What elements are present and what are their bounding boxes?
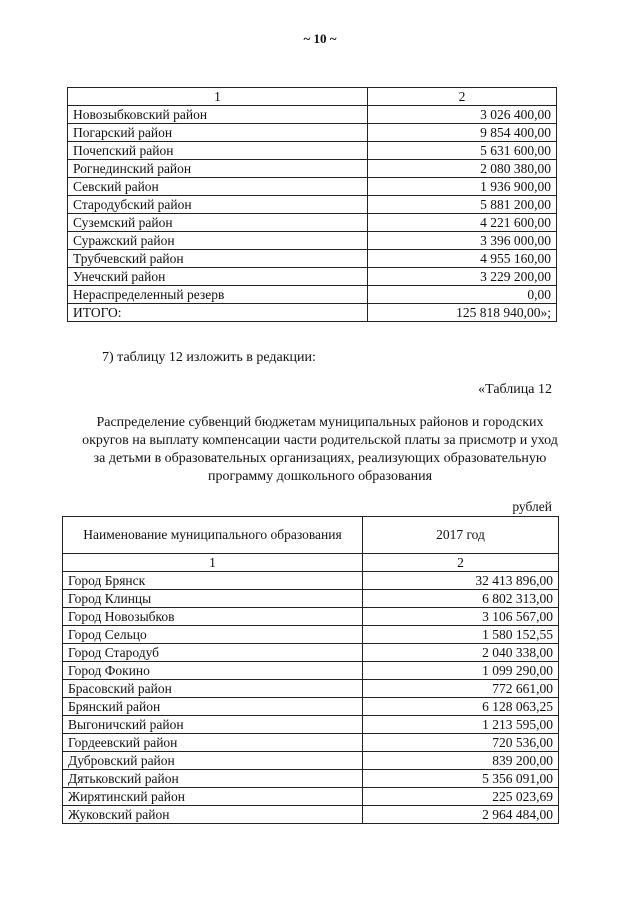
- municipality-name: Почепский район: [68, 142, 368, 160]
- header-year: 2017 год: [363, 517, 559, 554]
- amount-value: 2 080 380,00: [368, 160, 557, 178]
- amount-value: 225 023,69: [363, 788, 559, 806]
- units-label: рублей: [512, 499, 552, 514]
- municipality-name: Город Брянск: [63, 572, 363, 590]
- column-index: 2: [363, 554, 559, 572]
- column-index: 1: [63, 554, 363, 572]
- amount-value: 125 818 940,00»;: [368, 304, 557, 322]
- amount-value: 5 631 600,00: [368, 142, 557, 160]
- table-row: [68, 268, 557, 286]
- amount-value: 5 881 200,00: [368, 196, 557, 214]
- amount-value: 1 213 595,00: [363, 716, 559, 734]
- municipality-name: Город Клинцы: [63, 590, 363, 608]
- amount-value: 32 413 896,00: [363, 572, 559, 590]
- table-row: [68, 142, 557, 160]
- municipality-name: Город Фокино: [63, 662, 363, 680]
- column-index-row: [68, 88, 557, 106]
- amount-value: 3 106 567,00: [363, 608, 559, 626]
- table-row: [63, 590, 559, 608]
- table-row: [68, 196, 557, 214]
- table-row: [68, 178, 557, 196]
- amount-value: 4 955 160,00: [368, 250, 557, 268]
- column-index: 2: [368, 88, 557, 106]
- table-row: [68, 160, 557, 178]
- amount-value: 772 661,00: [363, 680, 559, 698]
- table-row: [63, 806, 559, 824]
- table-row: [63, 662, 559, 680]
- municipality-name: Выгоничский район: [63, 716, 363, 734]
- municipality-name: Жирятинский район: [63, 788, 363, 806]
- table-row: [63, 608, 559, 626]
- municipality-name: Стародубский район: [68, 196, 368, 214]
- municipality-name: Унечский район: [68, 268, 368, 286]
- municipality-name: Погарский район: [68, 124, 368, 142]
- amount-value: 3 229 200,00: [368, 268, 557, 286]
- amount-value: 1 936 900,00: [368, 178, 557, 196]
- table-row: [63, 716, 559, 734]
- municipality-name: Рогнединский район: [68, 160, 368, 178]
- amount-value: 5 356 091,00: [363, 770, 559, 788]
- column-index: 1: [68, 88, 368, 106]
- table-row: [63, 644, 559, 662]
- municipality-name: Жуковский район: [63, 806, 363, 824]
- municipality-name: Дятьковский район: [63, 770, 363, 788]
- table-row: [68, 232, 557, 250]
- table-row: [68, 286, 557, 304]
- municipality-name: ИТОГО:: [68, 304, 368, 322]
- column-index-row: [63, 554, 559, 572]
- table-row: [68, 304, 557, 322]
- table-title: Распределение субвенций бюджетам муниципальных районов и городских округов на выплату компенсации части родительской платы за присмотр и уход за детьми в образовательных организациях, реализующих образовательную программу дошкольного образования: [82, 415, 558, 484]
- table-row: [63, 680, 559, 698]
- municipality-name: Брянский район: [63, 698, 363, 716]
- municipality-name: Трубчевский район: [68, 250, 368, 268]
- amount-value: 6 802 313,00: [363, 590, 559, 608]
- municipality-name: Город Сельцо: [63, 626, 363, 644]
- table-row: [63, 626, 559, 644]
- amount-value: 4 221 600,00: [368, 214, 557, 232]
- municipality-name: Гордеевский район: [63, 734, 363, 752]
- amendment-instruction: 7) таблицу 12 изложить в редакции:: [102, 350, 316, 365]
- table-row: [63, 752, 559, 770]
- municipality-name: Брасовский район: [63, 680, 363, 698]
- table-row: [68, 106, 557, 124]
- table-row: [68, 124, 557, 142]
- amount-value: 9 854 400,00: [368, 124, 557, 142]
- municipality-name: Севский район: [68, 178, 368, 196]
- amount-value: 0,00: [368, 286, 557, 304]
- amount-value: 2 964 484,00: [363, 806, 559, 824]
- page-number: ~ 10 ~: [303, 31, 337, 46]
- amount-value: 3 026 400,00: [368, 106, 557, 124]
- amount-value: 2 040 338,00: [363, 644, 559, 662]
- subvention-table: [62, 516, 559, 824]
- table-header-row: [63, 517, 559, 554]
- municipality-name: Город Новозыбков: [63, 608, 363, 626]
- amount-value: 6 128 063,25: [363, 698, 559, 716]
- table-row: [68, 250, 557, 268]
- municipality-name: Нераспределенный резерв: [68, 286, 368, 304]
- allocation-table-continued: [67, 87, 557, 322]
- municipality-name: Город Стародуб: [63, 644, 363, 662]
- municipality-name: Новозыбковский район: [68, 106, 368, 124]
- table-row: [63, 698, 559, 716]
- table-row: [63, 572, 559, 590]
- header-municipality: Наименование муниципального образования: [63, 517, 363, 554]
- amount-value: 3 396 000,00: [368, 232, 557, 250]
- municipality-name: Суражский район: [68, 232, 368, 250]
- table-caption: «Таблица 12: [478, 382, 552, 397]
- amount-value: 1 580 152,55: [363, 626, 559, 644]
- table-row: [63, 734, 559, 752]
- amount-value: 1 099 290,00: [363, 662, 559, 680]
- municipality-name: Суземский район: [68, 214, 368, 232]
- table-row: [63, 770, 559, 788]
- amount-value: 839 200,00: [363, 752, 559, 770]
- table-row: [63, 788, 559, 806]
- municipality-name: Дубровский район: [63, 752, 363, 770]
- amount-value: 720 536,00: [363, 734, 559, 752]
- table-row: [68, 214, 557, 232]
